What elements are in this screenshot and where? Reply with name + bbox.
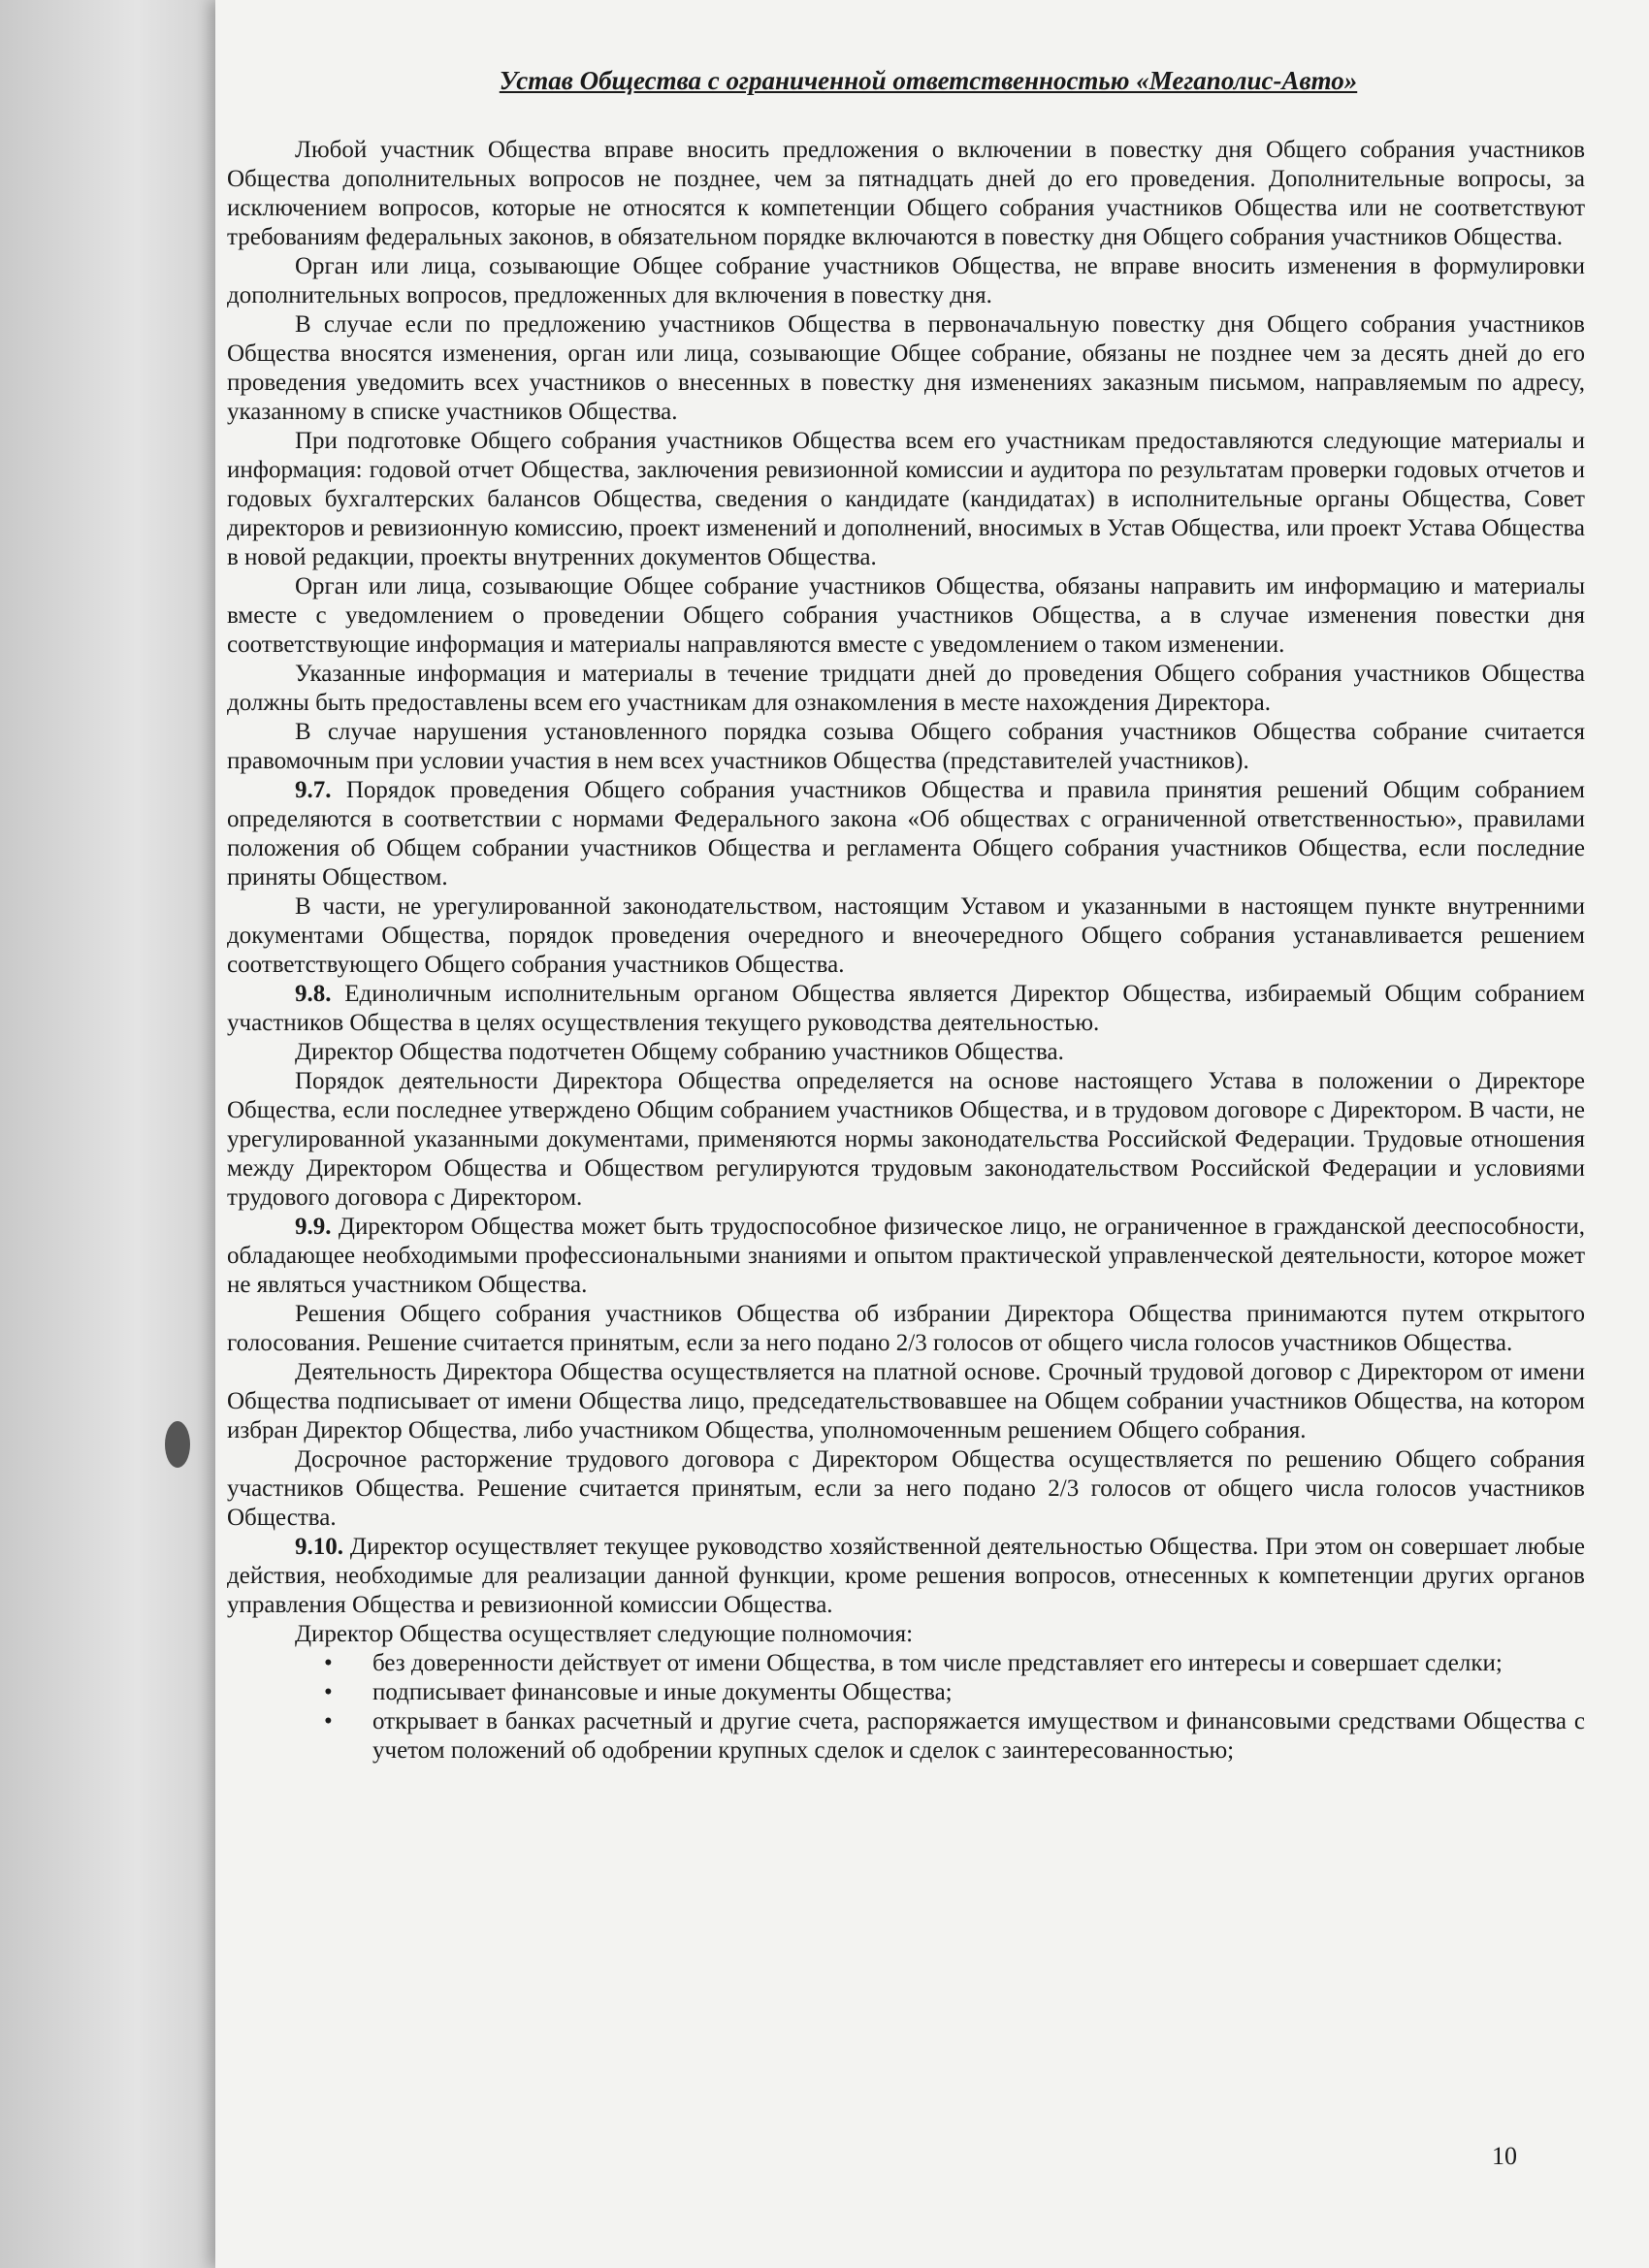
paragraph xyxy=(227,310,1585,427)
paragraph xyxy=(227,980,1585,1038)
paragraph xyxy=(227,892,1585,980)
paragraph-text: Единоличным исполнительным органом Общества является Директор Общества, избираемый Общим собранием участников Общества в целях осуществления текущего руководства деятельностью. xyxy=(227,981,1585,1036)
list-item xyxy=(227,1649,1585,1678)
paragraph-text: В случае если по предложению участников Общества в первоначальную повестку дня Общего собрания участников Общества вносятся изменения, орган или лица, созывающие Общее собрание, обязаны не позднее чем за десять дней до его проведения уведомить всех участников о внесенных в повестку дня изменениях заказным письмом, направляемым по адресу, указанному в списке участников Общества. xyxy=(227,311,1585,425)
document-header: Устав Общества с ограниченной ответственностью «Мегаполис-Авто» xyxy=(499,66,1358,95)
list-item-text: подписывает финансовые и иные документы Общества; xyxy=(372,1679,953,1705)
paragraph-text: Орган или лица, созывающие Общее собрание участников Общества, обязаны направить им информацию и материалы вместе с уведомлением о проведении Общего собрания участников Общества, а в случае изменения повестки дня соответствующие информация и материалы направляются вместе с уведомлением о таком изменении. xyxy=(227,573,1585,658)
clause-number: 9.9. xyxy=(295,1214,332,1240)
paragraph-text: В случае нарушения установленного порядка созыва Общего собрания участников Общества собрание считается правомочным при условии участия в нем всех участников Общества (представителей участников). xyxy=(227,719,1585,774)
page-number: 10 xyxy=(1492,2142,1517,2170)
bullet-icon: • xyxy=(324,1650,333,1676)
paragraph-text: Директор Общества подотчетен Общему собранию участников Общества. xyxy=(295,1039,1064,1065)
paragraph-text: Любой участник Общества вправе вносить предложения о включении в повестку дня Общего собрания участников Общества дополнительных вопросов не позднее, чем за пятнадцать дней до его проведения. Дополнительные вопросы, за исключением вопросов, которые не относятся к компетенции Общего собрания участников Общества или не соответствуют требованиям федеральных законов, в обязательном порядке включаются в повестку дня Общего собрания участников Общества. xyxy=(227,137,1585,250)
bullet-icon: • xyxy=(324,1679,333,1705)
paragraph xyxy=(227,1038,1585,1067)
list-item xyxy=(227,1707,1585,1766)
powers-intro: Директор Общества осуществляет следующие полномочия: xyxy=(295,1621,914,1647)
paragraph xyxy=(227,660,1585,718)
paragraph xyxy=(227,776,1585,892)
paragraph-text: Орган или лица, созывающие Общее собрание участников Общества, не вправе вносить изменения в формулировки дополнительных вопросов, предложенных для включения в повестку дня. xyxy=(227,253,1585,308)
paragraph xyxy=(227,427,1585,572)
paragraph-text: При подготовке Общего собрания участников Общества всем его участникам предоставляются следующие материалы и информация: годовой отчет Общества, заключения ревизионной комиссии и аудитора по результатам проверки годовых отчетов и годовых бухгалтерских балансов Общества, сведения о кандидате (кандидатах) в исполнительные органы Общества, Совет директоров и ревизионную комиссию, проект изменений и дополнений, вносимых в Устав Общества, или проект Устава Общества в новой редакции, проекты внутренних документов Общества. xyxy=(227,428,1585,570)
paragraph-text: Указанные информация и материалы в течение тридцати дней до проведения Общего собрания участников Общества должны быть предоставлены всем его участникам для ознакомления в месте нахождения Директора. xyxy=(227,661,1585,716)
paragraph-text: В части, не урегулированной законодательством, настоящим Уставом и указанными в настоящем пункте внутренними документами Общества, порядок проведения очередного и внеочередного Общего собрания устанавливается решением соответствующего Общего собрания участников Общества. xyxy=(227,893,1585,978)
paragraph-text: Порядок деятельности Директора Общества определяется на основе настоящего Устава в положении о Директоре Общества, если последнее утверждено Общим собранием участников Общества, и в трудовом договоре с Директором. В части, не урегулированной указанными документами, применяются нормы законодательства Российской Федерации. Трудовые отношения между Директором Общества и Обществом регулируются трудовым законодательством Российской Федерации и условиями трудового договора с Директором. xyxy=(227,1068,1585,1211)
document-body xyxy=(227,136,1585,1766)
paragraph xyxy=(227,572,1585,660)
paragraph xyxy=(227,1213,1585,1300)
paragraph-text: Решения Общего собрания участников Общества об избрании Директора Общества принимаются путем открытого голосования. Решение считается принятым, если за него подано 2/3 голосов от общего числа голосов участников Общества. xyxy=(227,1301,1585,1356)
list-item-text: без доверенности действует от имени Общества, в том числе представляет его интересы и совершает сделки; xyxy=(372,1650,1503,1676)
paragraph xyxy=(227,718,1585,776)
paragraph xyxy=(227,1533,1585,1620)
paragraph xyxy=(227,1445,1585,1533)
paragraph-text: Деятельность Директора Общества осуществляется на платной основе. Срочный трудовой договор с Директором от имени Общества подписывает от имени Общества лицо, председательствовавшее на Общем собрании участников Общества, на котором избран Директор Общества, либо участником Общества, уполномоченным решением Общего собрания. xyxy=(227,1359,1585,1443)
binding-hole xyxy=(165,1421,190,1468)
document-page xyxy=(215,0,1649,2268)
paragraph xyxy=(227,1300,1585,1358)
scan-background xyxy=(0,0,228,2268)
list-item-text: открывает в банках расчетный и другие счета, распоряжается имуществом и финансовыми средствами Общества с учетом положений об одобрении крупных сделок и сделок с заинтересованностью; xyxy=(372,1708,1585,1764)
clause-number: 9.10. xyxy=(295,1534,343,1560)
paragraph xyxy=(227,1358,1585,1445)
paragraph xyxy=(227,1067,1585,1213)
paragraph-text: Порядок проведения Общего собрания участников Общества и правила принятия решений Общим собранием определяются в соответствии с нормами Федерального закона «Об обществах с ограниченной ответственностью», правилами положения об Общем собрании участников Общества и регламента Общего собрания участников Общества, если последние приняты Обществом. xyxy=(227,777,1585,891)
list-item xyxy=(227,1678,1585,1707)
paragraph-text: Директор осуществляет текущее руководство хозяйственной деятельностью Общества. При этом он совершает любые действия, необходимые для реализации данной функции, кроме решения вопросов, отнесенных к компетенции других органов управления Общества и ревизионной комиссии Общества. xyxy=(227,1534,1585,1618)
paragraph xyxy=(227,252,1585,310)
paragraph xyxy=(227,136,1585,252)
paragraph-text: Директором Общества может быть трудоспособное физическое лицо, не ограниченное в гражданской дееспособности, обладающее необходимыми профессиональными знаниями и опытом практической управленческой деятельности, которое может не являться участником Общества. xyxy=(227,1214,1585,1298)
powers-list xyxy=(227,1649,1585,1766)
clause-number: 9.7. xyxy=(295,777,332,803)
bullet-icon: • xyxy=(324,1708,333,1734)
paragraph-text: Досрочное расторжение трудового договора с Директором Общества осуществляется по решению Общего собрания участников Общества. Решение считается принятым, если за него подано 2/3 голосов от общего числа голосов участников Общества. xyxy=(227,1446,1585,1531)
clause-number: 9.8. xyxy=(295,981,332,1007)
